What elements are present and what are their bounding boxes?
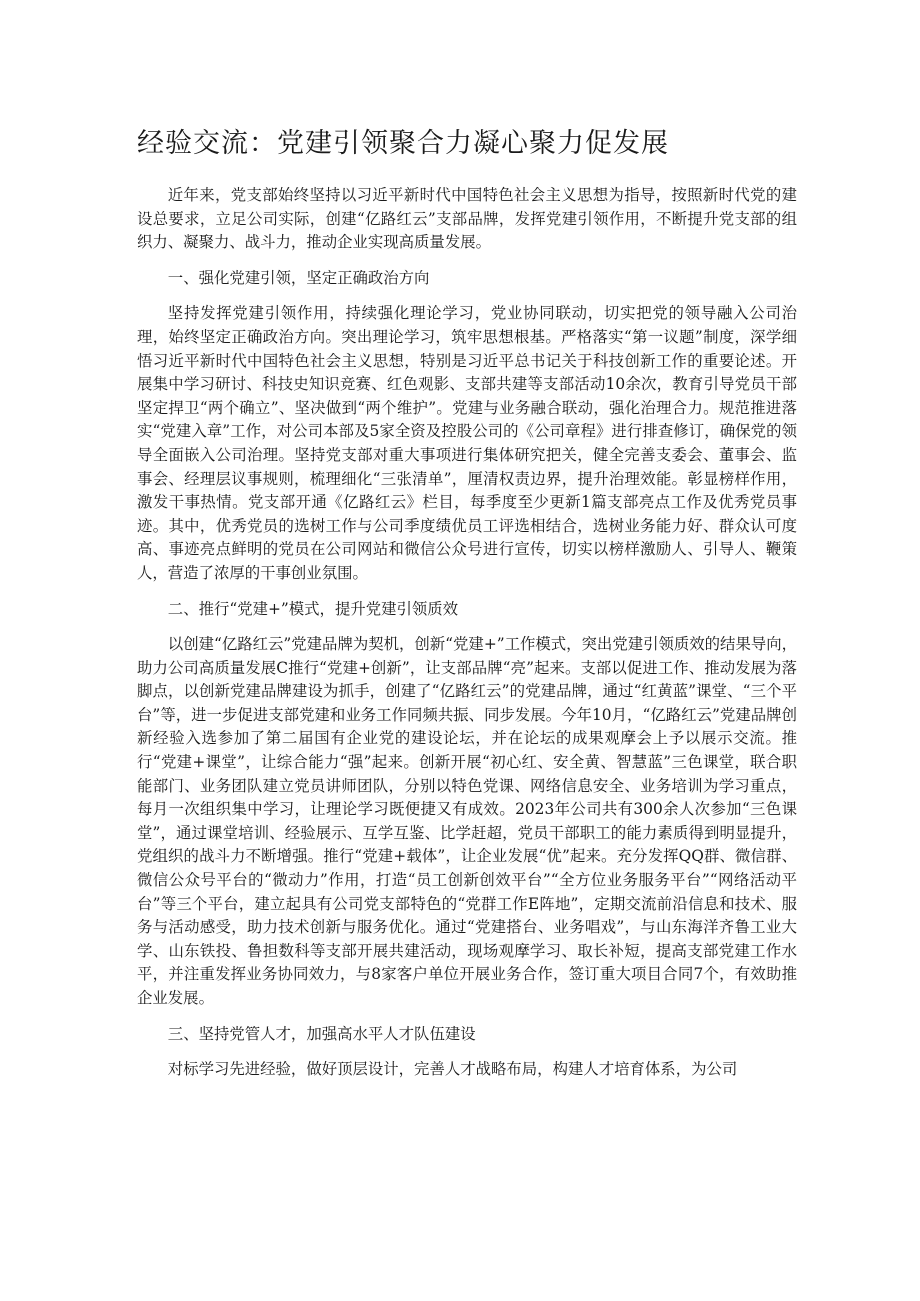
document-page [137,122,797,1094]
document-title: 经验交流：党建引领聚合力凝心聚力促发展 [137,128,669,159]
section-1-heading: 一、强化党建引领，坚定正确政治方向 [167,268,430,287]
section-2-heading: 二、推行“党建+”模式，提升党建引领质效 [167,599,459,618]
section-3-body: 对标学习先进经验，做好顶层设计，完善人才战略布局，构建人才培育体系，为公司 [167,1060,738,1079]
section-2-body: 以创建“亿路红云”党建品牌为契机，创新“党建+”工作模式，突出党建引领质效的结果导向，助力公司高质量发展C推行“党建+创新”，让支部品牌“亮”起来。支部以促进工作、推动发展为落脚点，以创新党建品牌建设为抓手，创建了“亿路红云”的党建品牌，通过“红黄蓝”课堂、“三个平台”等，进一步促进支部党建和业务工作同频共振、同步发展。今年10月，“亿路红云”党建品牌创新经验入选参加了第二届国有企业党的建设论坛，并在论坛的成果观摩会上予以展示交流。推行“党建+课堂”，让综合能力“强”起来。创新开展“初心红、安全黄、智慧蓝”三色课堂，联合职能部门、业务团队建立党员讲师团队，分别以特色党课、网络信息安全、业务培训为学习重点，每月一次组织集中学习，让理论学习既便捷又有成效。2023年公司共有300余人次参加“三色课堂”，通过课堂培训、经验展示、互学互鉴、比学赶超，党员干部职工的能力素质得到明显提升，党组织的战斗力不断增强。推行“党建+载体”，让企业发展“优”起来。充分发挥QQ群、微信群、微信公众号平台的“微动力”作用，打造“员工创新创效平台”“全方位业务服务平台”“网络活动平台”等三个平台，建立起具有公司党支部特色的“党群工作E阵地”，定期交流前沿信息和技术、服务与活动感受，助力技术创新与服务优化。通过“党建搭台、业务唱戏”，与山东海洋齐鲁工业大学、山东铁投、鲁担数科等支部开展共建活动，现场观摩学习、取长补短，提高支部党建工作水平，并注重发挥业务协同效力，与8家客户单位开展业务合作，签订重大项目合同7个，有效助推企业发展。 [137,635,798,1007]
section-3-heading: 三、坚持党管人才，加强高水平人才队伍建设 [167,1024,476,1043]
section-1-body: 坚持发挥党建引领作用，持续强化理论学习，党业协同联动，切实把党的领导融入公司治理，始终坚定正确政治方向。突出理论学习，筑牢思想根基。严格落实“第一议题”制度，深学细悟习近平新时代中国特色社会主义思想，特别是习近平总书记关于科技创新工作的重要论述。开展集中学习研讨、科技史知识竞赛、红色观影、支部共建等支部活动10余次，教育引导党员干部坚定捍卫“两个确立”、坚决做到“两个维护”。党建与业务融合联动，强化治理合力。规范推进落实“党建入章”工作，对公司本部及5家全资及控股公司的《公司章程》进行排查修订，确保党的领导全面嵌入公司治理。坚持党支部对重大事项进行集体研究把关，健全完善支委会、董事会、监事会、经理层议事规则，梳理细化“三张清单”，厘清权责边界，提升治理效能。彰显榜样作用，激发干事热情。党支部开通《亿路红云》栏目，每季度至少更新1篇支部亮点工作及优秀党员事迹。其中，优秀党员的选树工作与公司季度绩优员工评选相结合，选树业务能力好、群众认可度高、事迹亮点鲜明的党员在公司网站和微信公众号进行宣传，切实以榜样激励人、引导人、鞭策人，营造了浓厚的干事创业氛围。 [137,304,797,582]
intro-paragraph: 近年来，党支部始终坚持以习近平新时代中国特色社会主义思想为指导，按照新时代党的建设总要求，立足公司实际，创建“亿路红云”支部品牌，发挥党建引领作用，不断提升党支部的组织力、凝聚力、战斗力，推动企业实现高质量发展。 [137,186,797,252]
